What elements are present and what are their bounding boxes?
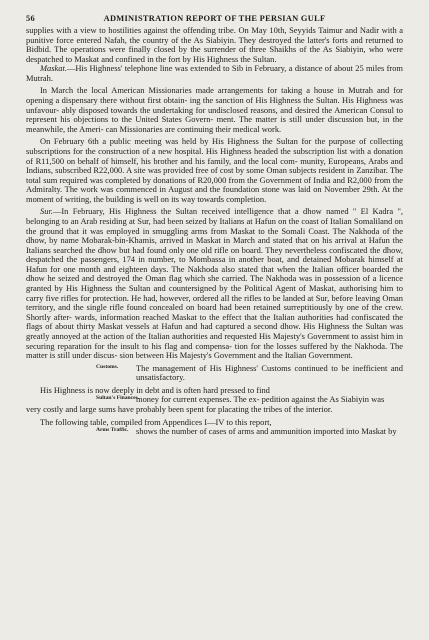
paragraph-p1: supplies with a view to hostilities against the offending tribe. On May 10th, Seyyids Taimur and Nadir with a punitive force entered Nafah, the country of the As Siabiyin. They destroyed the latter's forts and returned to Bidbid. The operations were finally closed by the surrender of three Shaikhs of the As Siabiyin, who were despatched to Maskat and confined in the fort by His Highness the Sultan. xyxy=(26,25,403,64)
running-title: ADMINISTRATION REPORT OF THE PERSIAN GULF xyxy=(103,14,326,23)
page-number: 56 xyxy=(26,14,35,23)
page-header xyxy=(26,14,403,23)
customs-text: The management of His Highness' Customs continued to be inefficient and unsatisfactory. xyxy=(136,362,403,383)
arms-section xyxy=(26,427,403,437)
report-body xyxy=(26,26,403,437)
finance-section xyxy=(26,395,403,405)
sidenote-arms: Arms Traffic. xyxy=(96,427,129,434)
finance-tail: very costly and large sums have probably been spent for placating the tribes of the interior. xyxy=(26,403,333,414)
finance-first-line: His Highness is now deeply in debt and is often hard pressed to find xyxy=(40,384,270,395)
paragraph-p3: In March the local American Missionaries made arrangements for taking a house in Mutrah and for opening a dispensary there without first obtain- ing the sanction of His Highness the Sultan. His Highness was unfavour- ably disposed towards the undertaking for undisclosed reasons, and desired the American Consul to represent his objections to the United States Govern- ment. The matter is still under discussion but, in the meanwhile, the Ameri- can Missionaries are continuing their medical work. xyxy=(26,85,403,134)
arms-first-line: The following table, compiled from Appendices I—IV to this report, xyxy=(40,416,272,427)
sidenote-customs: Customs. xyxy=(96,363,119,370)
arms-side-text: shows the number of cases of arms and ammunition imported into Maskat by xyxy=(136,426,397,437)
paragraph-p4: On February 6th a public meeting was held by His Highness the Sultan for the purpose of collecting subscriptions for the construction of a new hospital. His Highness headed the subscription list with a donation of R11,500 on behalf of himself, his brother and his family, and the local com- munity, Europeans, Arabs and Indians, subscribed R22,000. A site was provided free of cost by some Oman subjects resident in Zanzibar. The total sum required was completed by donations of R20,000 from the Government of India and R2,000 from the Admiralty. The work was commenced in August and the foundation stone was laid on November 29th. At the moment of writing, the building is well on its way towards completion. xyxy=(26,136,403,204)
finance-side-text: money for current expenses. The ex- pedition against the As Siabiyin was xyxy=(136,394,385,405)
paragraph-p5: Sur.—In February, His Highness the Sultan received intelligence that a dhow named " El Kadra ", belonging to an Arab residing at Sur, had been seized by Italians at Hafun on the coast of Italian Somaliland on the ground that it was employed in smuggling arms from Maskat to the Somali Coast. The Nakhoda of the dhow, by name Mobarak-bin-Khamis, arrived in Maskat in March and stated that on his arrival at Hafun the Italians searched the dhow but had found only one old rifle on board. They nevertheless confiscated the dhow, despatched the passengers, 174 in number, to Mombassa in another boat, and detained Mobarak himself at Hafun for one month and eighteen days. The Nakhoda also stated that when the Italian officer boarded the dhow he seized and destroyed the Oman flag which she carried. The Nakhoda was in possession of a licence granted by His Highness the Sultan and countersigned by the Political Agent of Maskat, authorising him to carry five rifles for protection. He had, however, ordered all the rifles to be landed at Sur, before leaving Oman territory, and the single rifle found concealed on board had been retained surreptitiously by one of the crew. Shortly after- wards, information reached Maskat to the effect that the Italian authorities had confiscated the flags of about thirty Maskat vessels at Hafun and had captured a second dhow. His Highness the Sultan was greatly annoyed at the action of the Italian authorities and requested His Majesty's Government to assist him in securing reparation for the insult to his flag and compensa- tion for the losses suffered by the Nakhoda. The matter is still under discus- sion between His Majesty's Government and the Italian Government. xyxy=(26,206,403,361)
sidenote-finances: Sultan's Finances. xyxy=(96,395,140,402)
paragraph-p2: Maskat.—His Highness' telephone line was extended to Sib in February, a distance of about 25 miles from Mutrah. xyxy=(26,63,403,83)
paragraph-lead: Sur. xyxy=(40,206,53,217)
customs-section xyxy=(26,364,403,383)
paragraph-lead: Maskat. xyxy=(40,63,67,74)
